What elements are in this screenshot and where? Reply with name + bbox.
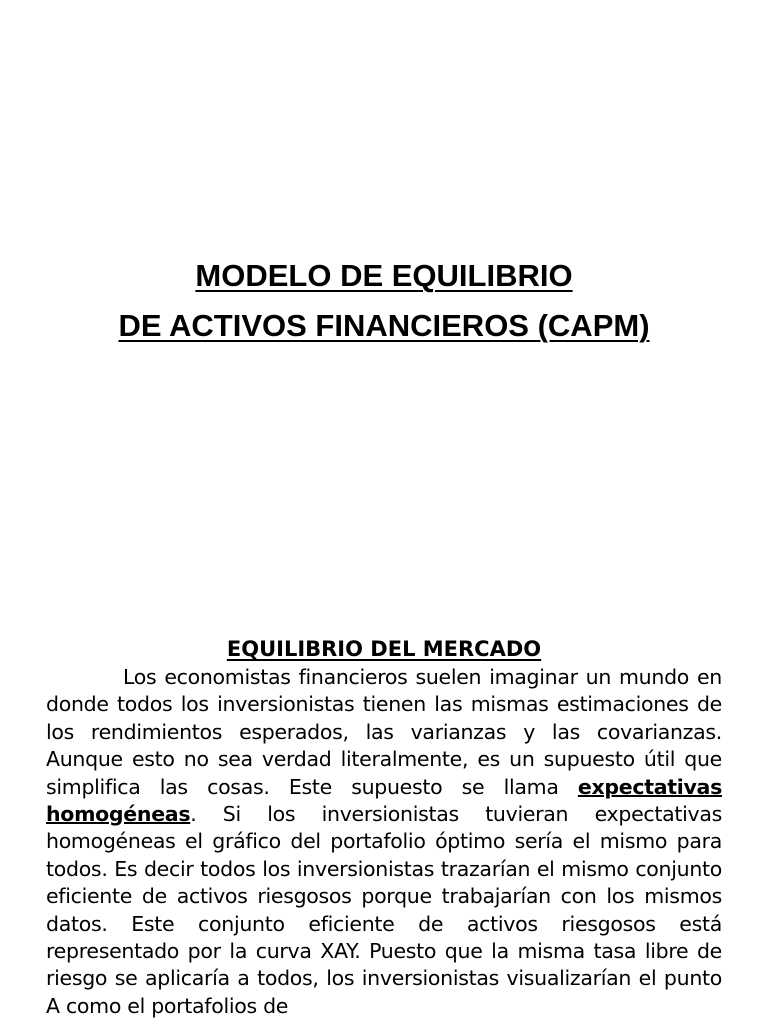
title-line-2: [0, 301, 768, 351]
key-term: expectativas homogéneas: [46, 774, 722, 827]
section-heading: [46, 634, 722, 664]
title-line-1: [0, 251, 768, 301]
paragraph-text-part1: Los economistas financieros suelen imaginar un mundo en donde todos los inversionistas tienen las mismas estimaciones de los rendimientos esperados, las varianzas y las covarianzas. Aunque esto no sea verdad literalmente, es un supuesto útil que simplifica las cosas. Este supuesto se llama: [46, 665, 722, 799]
paragraph-text-part2: . Si los inversionistas tuvieran expectativas homogéneas el gráfico del portafolio óptimo sería el mismo para todos. Es decir todos los inversionistas trazarían el mismo conjunto eficiente de activos riesgosos porque trabajarían con los mismos datos. Este conjunto eficiente de activos riesgosos está representado por la curva XAY. Puesto que la misma tasa libre de riesgo se aplicaría a todos, los inversionistas visualizarían el punto A como el portafolios de: [46, 802, 722, 1018]
document-title: [0, 251, 768, 351]
section-equilibrio-mercado: [46, 634, 722, 1020]
section-heading-text: EQUILIBRIO DEL MERCADO: [226, 637, 542, 661]
title-line-1-text: MODELO DE EQUILIBRIO: [195, 258, 573, 293]
title-line-2-text: DE ACTIVOS FINANCIEROS (CAPM): [118, 308, 650, 343]
body-paragraph: [46, 664, 722, 1020]
